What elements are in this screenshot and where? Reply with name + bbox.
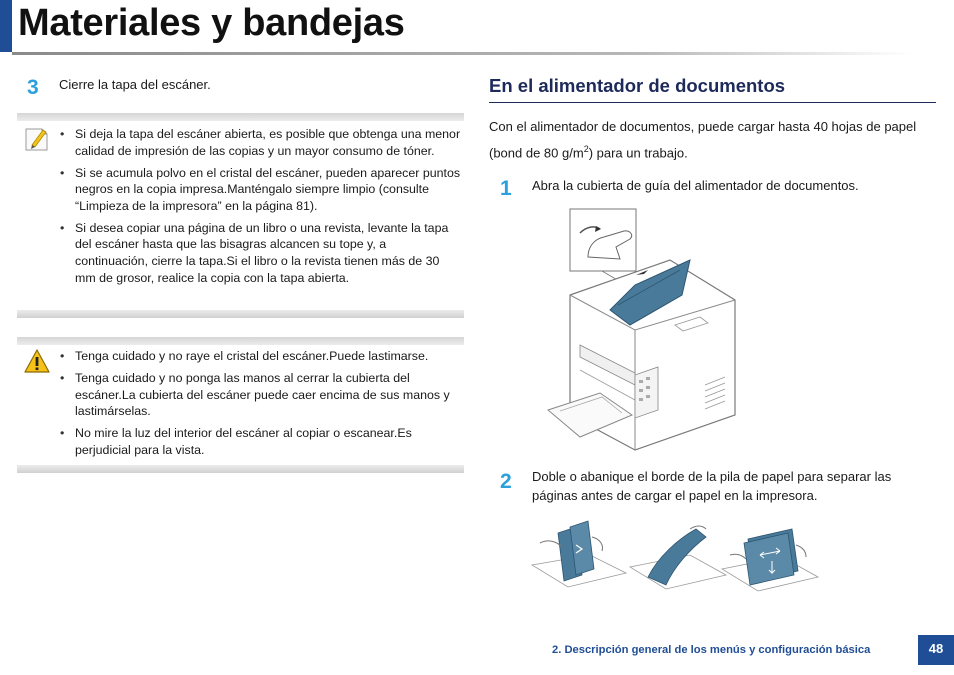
title-accent-bar — [0, 0, 12, 52]
paper-fanning-illustration — [530, 515, 820, 605]
intro-paragraph — [489, 116, 939, 164]
note-pencil-icon — [23, 125, 51, 153]
step-1-text: Abra la cubierta de guía del alimentador de documentos. — [532, 178, 859, 193]
caution-item: • Tenga cuidado y no raye el cristal del escáner.Puede lastimarse. — [58, 348, 462, 365]
footer-section-title: 2. Descripción general de los menús y configuración básica — [552, 644, 871, 656]
note-list — [58, 126, 462, 292]
section-rule — [489, 102, 936, 103]
caution-item: • Tenga cuidado y no ponga las manos al cerrar la cubierta del escáner.La cubierta del escáner puede caer encima de sus manos y lastimárselas. — [58, 370, 462, 420]
note-item: • Si desea copiar una página de un libro o una revista, levante la tapa del escáner hasta que las bisagras alcancen su tope y, a continuación, cierre la tapa.Si el libro o la revista tienen más de 30 mm de grosor, realice la copia con la tapa abierta. — [58, 220, 462, 286]
step-2-text: Doble o abanique el borde de la pila de papel para separar las páginas antes de cargar el papel en la impresora. — [532, 469, 892, 503]
warning-triangle-icon — [23, 347, 51, 375]
intro-superscript: 2 — [583, 144, 589, 154]
step-2-number: 2 — [500, 470, 512, 493]
caution-list — [58, 348, 462, 464]
intro-text-end: ) para un trabajo. — [588, 145, 688, 161]
page-title: Materiales y bandejas — [18, 2, 405, 44]
caution-box-bottom — [17, 465, 464, 473]
note-item: • Si deja la tapa del escáner abierta, es posible que obtenga una menor calidad de impresión de las copias y un mayor consumo de tóner. — [58, 126, 462, 159]
step-1-number: 1 — [500, 177, 512, 200]
caution-item: • No mire la luz del interior del escáner al copiar o escanear.Es perjudicial para la vista. — [58, 425, 462, 458]
step-3-text: Cierre la tapa del escáner. — [59, 77, 211, 92]
printer-illustration — [540, 205, 740, 455]
section-heading: En el alimentador de documentos — [489, 75, 786, 96]
note-box-top — [17, 113, 464, 121]
step-3-number: 3 — [27, 76, 39, 99]
note-item: • Si se acumula polvo en el cristal del escáner, pueden aparecer puntos negros en la copia impresa.Manténgalo siempre limpio (consulte “Limpieza de la impresora” en la página 81). — [58, 165, 462, 215]
page-number: 48 — [918, 635, 954, 665]
title-rule — [12, 52, 912, 55]
caution-box-top — [17, 337, 464, 345]
intro-text: Con el alimentador de documentos, puede cargar hasta 40 hojas de papel (bond de 80 g/m — [489, 119, 917, 161]
note-box-bottom — [17, 310, 464, 318]
